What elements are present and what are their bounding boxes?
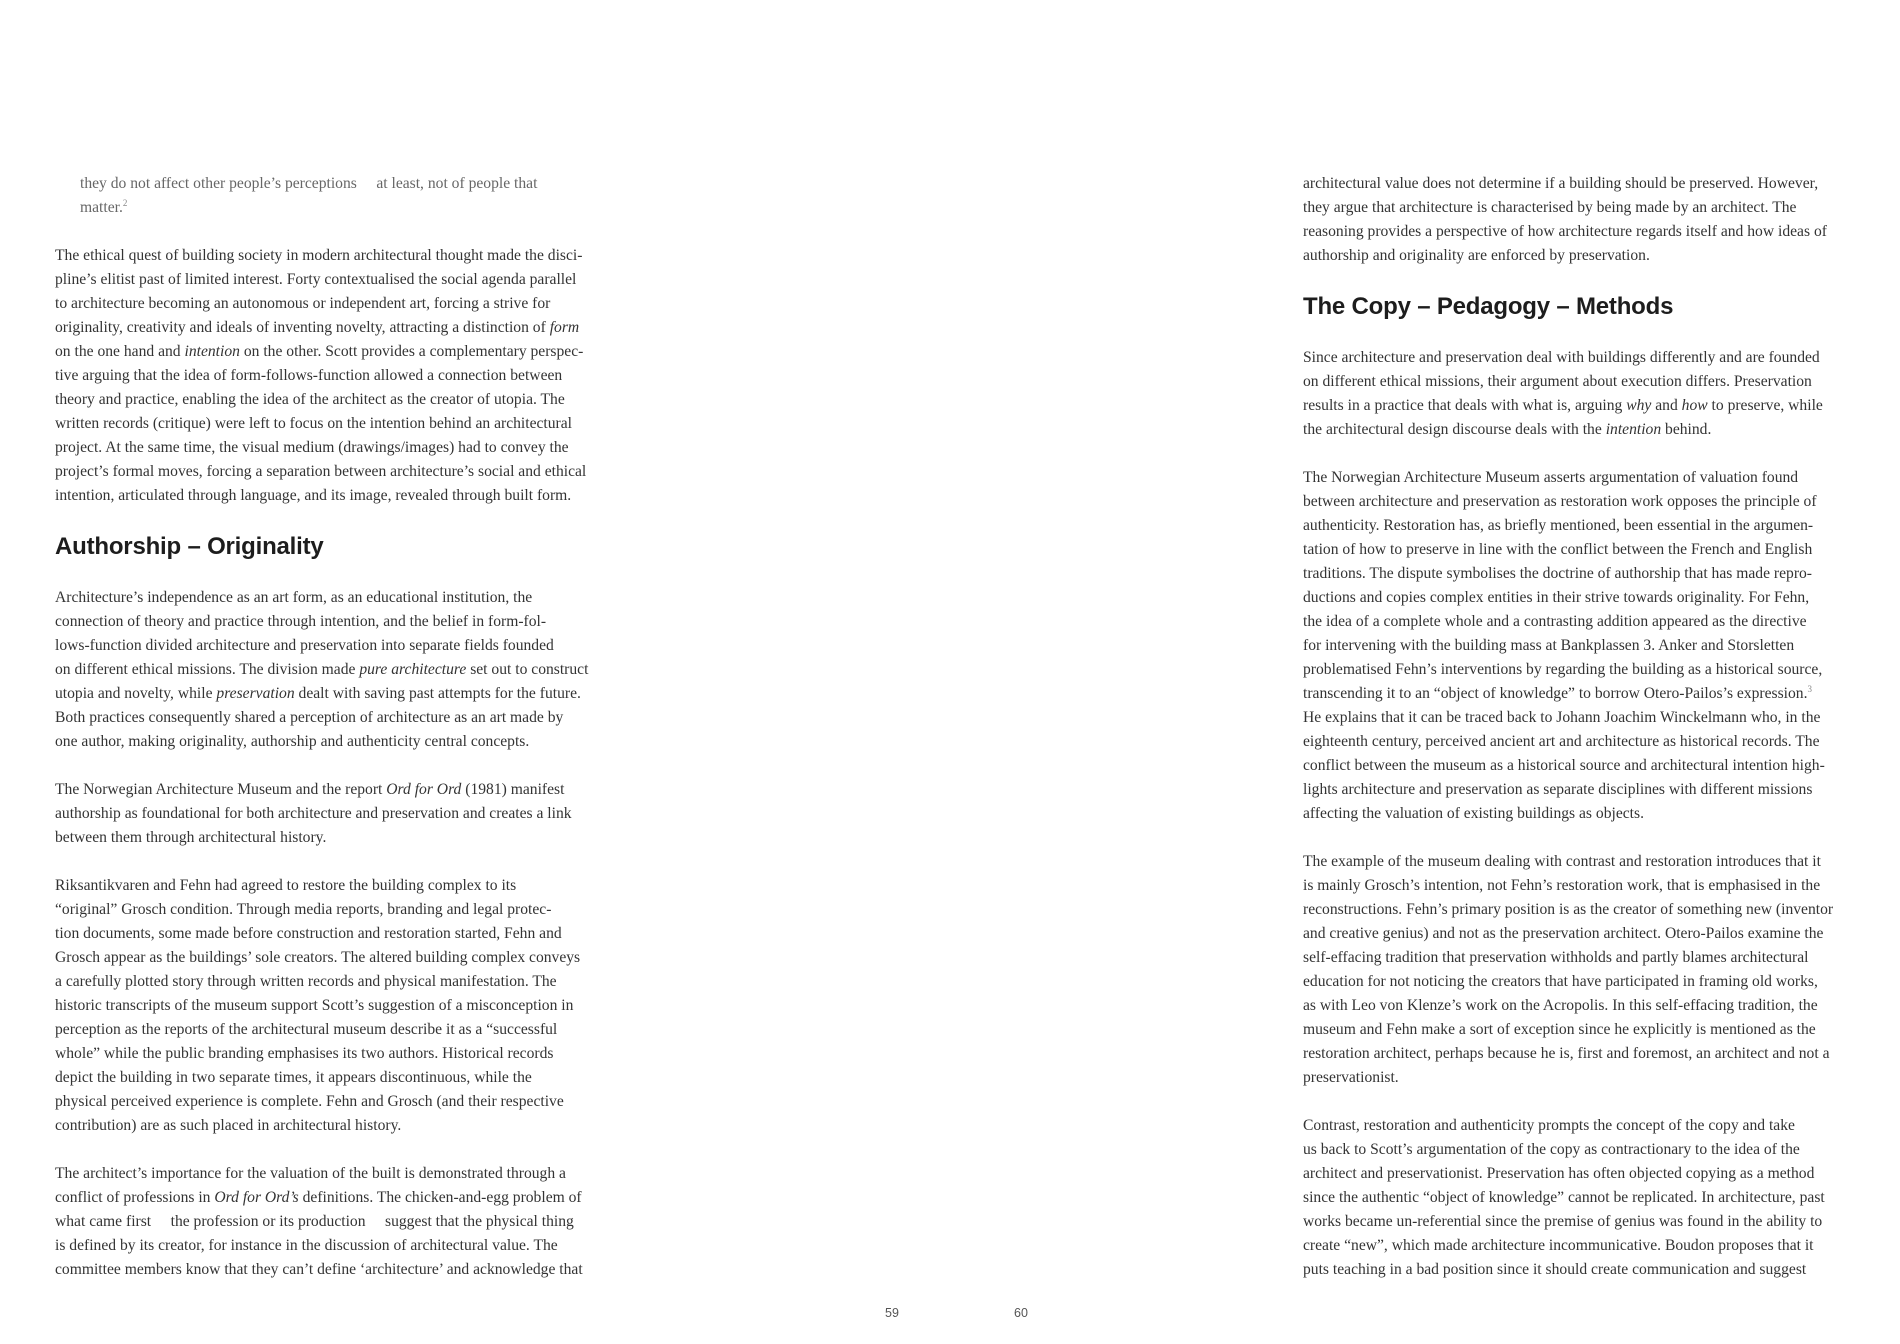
paragraph-riksantikvaren: [55, 874, 615, 1138]
text-line: Contrast, restoration and authenticity prompts the concept of the copy and take: [1303, 1117, 1795, 1134]
footnote-marker[interactable]: 3: [1807, 683, 1813, 694]
text-line: architect and preservationist. Preservation has often objected copying as a method: [1303, 1165, 1815, 1182]
paragraph-copy-concept: [1303, 1114, 1825, 1282]
text-line: depict the building in two separate times, it appears discontinuous, while the: [55, 1069, 532, 1086]
page-number-right: 60: [1014, 1306, 1028, 1320]
emphasis-text: form: [549, 319, 580, 336]
text-line: He explains that it can be traced back to Johann Joachim Winckelmann who, in the: [1303, 709, 1821, 726]
text-line: utopia and novelty, while preservation dealt with saving past attempts for the future.: [55, 685, 581, 702]
text-line: transcending it to an “object of knowledge” to borrow Otero-Pailos’s expression.$^3$: [1303, 683, 1813, 702]
text-line: perception as the reports of the architectural museum describe it as a “successful: [55, 1021, 558, 1038]
block-quote: [55, 172, 615, 220]
text-line: restoration architect, perhaps because he is, first and foremost, an architect and not a: [1303, 1045, 1830, 1062]
paragraph-museum-valuation: [1303, 466, 1825, 826]
right-text-column: [1303, 172, 1834, 1306]
emphasis-text: pure architecture: [359, 661, 467, 678]
text-line: education for not noticing the creators that have participated in framing old works,: [1303, 973, 1818, 990]
text-line: The Norwegian Architecture Museum asserts argumentation of valuation found: [1303, 469, 1799, 486]
text-line: what came first the profession or its production suggest that the physical thing: [55, 1213, 574, 1230]
text-line: problematised Fehn’s interventions by regarding the building as a historical source,: [1303, 661, 1823, 678]
right-page: [950, 0, 1900, 1344]
text-line: for intervening with the building mass at Bankplassen 3. Anker and Storsletten: [1303, 637, 1795, 654]
text-line: The architect’s importance for the valuation of the built is demonstrated through a: [55, 1165, 566, 1182]
text-line: architectural value does not determine if a building should be preserved. However,: [1303, 175, 1819, 192]
text-line: ductions and copies complex entities in their strive towards originality. For Fehn,: [1303, 589, 1810, 606]
text-line: on different ethical missions. The division made pure architecture set out to construct: [55, 661, 589, 678]
text-line: as with Leo von Klenze’s work on the Acropolis. In this self-effacing tradition, the: [1303, 997, 1818, 1014]
text-line: lows-function divided architecture and preservation into separate fields founded: [55, 637, 554, 654]
emphasis-text: Ord for Ord: [386, 781, 462, 798]
text-line: The Norwegian Architecture Museum and the report Ord for Ord (1981) manifest: [55, 781, 565, 798]
page-number-left: 59: [885, 1306, 899, 1320]
footnote-marker[interactable]: 2: [122, 197, 128, 208]
text-line: the idea of a complete whole and a contrasting addition appeared as the directive: [1303, 613, 1807, 630]
text-line: they do not affect other people’s perceptions at least, not of people that: [80, 175, 538, 192]
text-line: affecting the valuation of existing buildings as objects.: [1303, 805, 1644, 822]
text-line: Since architecture and preservation deal with buildings differently and are founded: [1303, 349, 1820, 366]
text-line: is mainly Grosch’s intention, not Fehn’s restoration work, that is emphasised in the: [1303, 877, 1821, 894]
text-line: project. At the same time, the visual medium (drawings/images) had to convey the: [55, 439, 569, 456]
text-line: self-effacing tradition that preservation withholds and partly blames architectural: [1303, 949, 1809, 966]
emphasis-text: intention: [1605, 421, 1662, 438]
text-line: contribution) are as such placed in architectural history.: [55, 1117, 402, 1134]
text-line: Riksantikvaren and Fehn had agreed to restore the building complex to its: [55, 877, 517, 894]
paragraph-museum-report: [55, 778, 615, 850]
text-line: puts teaching in a bad position since it should create communication and suggest: [1303, 1261, 1807, 1278]
emphasis-text: preservation: [216, 685, 295, 702]
text-line: authorship and originality are enforced by preservation.: [1303, 247, 1650, 264]
text-line: eighteenth century, perceived ancient art and architecture as historical records. The: [1303, 733, 1820, 750]
paragraph-architects-importance: [55, 1162, 615, 1282]
paragraph-contrast-restoration: [1303, 850, 1834, 1090]
text-line: conflict between the museum as a historical source and architectural intention high-: [1303, 757, 1825, 774]
text-line: tion documents, some made before construction and restoration started, Fehn and: [55, 925, 562, 942]
text-line: authorship as foundational for both architecture and preservation and creates a link: [55, 805, 572, 822]
paragraph-ethical-quest: [55, 244, 615, 508]
text-line: whole” while the public branding emphasises its two authors. Historical records: [55, 1045, 554, 1062]
text-line: they argue that architecture is characterised by being made by an architect. The: [1303, 199, 1797, 216]
text-line: written records (critique) were left to focus on the intention behind an architectural: [55, 415, 572, 432]
text-line: reasoning provides a perspective of how architecture regards itself and how ideas of: [1303, 223, 1827, 240]
section-heading-authorship: Authorship – Originality: [55, 533, 324, 560]
emphasis-text: Ord for Ord’s: [214, 1189, 299, 1206]
text-line: reconstructions. Fehn’s primary position is as the creator of something new (inventor: [1303, 901, 1834, 918]
text-line: Grosch appear as the buildings’ sole creators. The altered building complex conveys: [55, 949, 581, 966]
text-line: works became un-referential since the premise of genius was found in the ability to: [1303, 1213, 1823, 1230]
text-line: matter.$^2$: [80, 197, 128, 216]
text-line: create “new”, which made architecture incommunicative. Boudon proposes that it: [1303, 1237, 1814, 1254]
text-line: conflict of professions in Ord for Ord’s definitions. The chicken-and-egg problem of: [55, 1189, 582, 1206]
text-line: on the one hand and intention on the other. Scott provides a complementary perspec-: [55, 343, 584, 360]
text-line: traditions. The dispute symbolises the doctrine of authorship that has made repro-: [1303, 565, 1812, 582]
text-line: is defined by its creator, for instance in the discussion of architectural value. The: [55, 1237, 558, 1254]
text-line: to architecture becoming an autonomous or independent art, forcing a strive for: [55, 295, 551, 312]
text-line: between them through architectural history.: [55, 829, 327, 846]
text-line: Both practices consequently shared a perception of architecture as an art made by: [55, 709, 564, 726]
paragraph-continued: [1303, 172, 1827, 268]
text-line: connection of theory and practice through intention, and the belief in form-fol-: [55, 613, 547, 630]
text-line: on different ethical missions, their argument about execution differs. Preservation: [1303, 373, 1812, 390]
text-line: tation of how to preserve in line with the conflict between the French and English: [1303, 541, 1813, 558]
left-text-column: [55, 172, 615, 1306]
text-line: committee members know that they can’t define ‘architecture’ and acknowledge that: [55, 1261, 583, 1278]
text-line: “original” Grosch condition. Through media reports, branding and legal protec-: [55, 901, 552, 918]
text-line: preservationist.: [1303, 1069, 1399, 1086]
text-line: theory and practice, enabling the idea of the architect as the creator of utopia. The: [55, 391, 565, 408]
emphasis-text: how: [1681, 397, 1708, 414]
text-line: us back to Scott’s argumentation of the copy as contractionary to the idea of the: [1303, 1141, 1800, 1158]
text-line: The ethical quest of building society in modern architectural thought made the disci-: [55, 247, 583, 264]
text-line: results in a practice that deals with what is, arguing why and how to preserve, while: [1303, 397, 1823, 414]
paragraph-independence: [55, 586, 615, 754]
text-line: intention, articulated through language, and its image, revealed through built form.: [55, 487, 572, 504]
text-line: historic transcripts of the museum support Scott’s suggestion of a misconception in: [55, 997, 574, 1014]
emphasis-text: intention: [184, 343, 240, 360]
text-line: between architecture and preservation as restoration work opposes the principle of: [1303, 493, 1817, 510]
paragraph-execution: [1303, 346, 1823, 442]
text-line: the architectural design discourse deals with the intention behind.: [1303, 421, 1712, 438]
text-line: a carefully plotted story through written records and physical manifestation. The: [55, 973, 557, 990]
text-line: since the authentic “object of knowledge” cannot be replicated. In architecture, past: [1303, 1189, 1825, 1206]
text-line: authenticity. Restoration has, as briefly mentioned, been essential in the argumen-: [1303, 517, 1814, 534]
section-heading-copy: The Copy – Pedagogy – Methods: [1303, 293, 1674, 320]
text-line: Architecture’s independence as an art form, as an educational institution, the: [55, 589, 533, 606]
text-line: originality, creativity and ideals of inventing novelty, attracting a distinction of form: [55, 319, 580, 336]
text-line: project’s formal moves, forcing a separation between architecture’s social and ethical: [55, 463, 587, 480]
text-line: tive arguing that the idea of form-follows-function allowed a connection between: [55, 367, 563, 384]
text-line: The example of the museum dealing with contrast and restoration introduces that it: [1303, 853, 1821, 870]
text-line: and creative genius) and not as the preservation architect. Otero-Pailos examine the: [1303, 925, 1824, 942]
text-line: pline’s elitist past of limited interest. Forty contextualised the social agenda parallel: [55, 271, 577, 288]
text-line: physical perceived experience is complete. Fehn and Grosch (and their respective: [55, 1093, 564, 1110]
text-line: one author, making originality, authorship and authenticity central concepts.: [55, 733, 530, 750]
emphasis-text: why: [1626, 397, 1652, 414]
text-line: lights architecture and preservation as separate disciplines with different missions: [1303, 781, 1813, 798]
text-line: museum and Fehn make a sort of exception since he explicitly is mentioned as the: [1303, 1021, 1816, 1038]
